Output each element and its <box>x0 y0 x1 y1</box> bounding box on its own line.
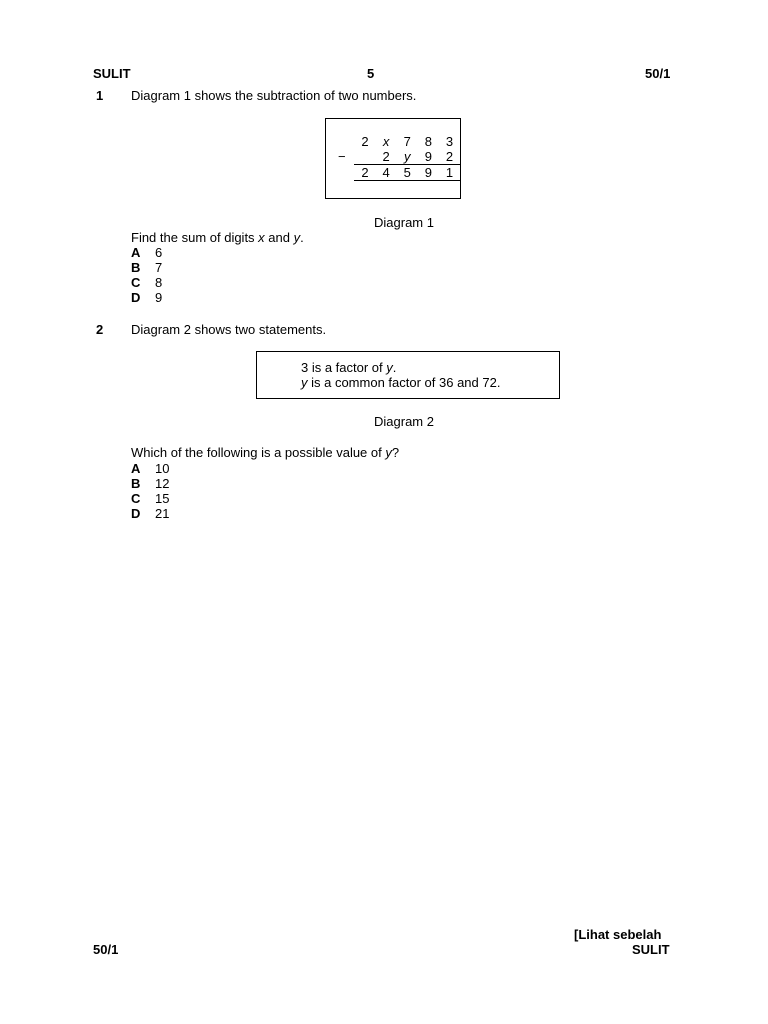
subtrahend-digit: 9 <box>424 149 432 164</box>
diagram-1-box <box>325 118 461 199</box>
question-2-prompt: Which of the following is a possible value of y? <box>131 445 400 460</box>
option-a: A 10 <box>131 461 170 476</box>
option-c: C 8 <box>131 275 163 290</box>
subtrahend-digit: 2 <box>445 149 454 164</box>
diagram-2-box <box>256 351 560 399</box>
question-1-intro: Diagram 1 shows the subtraction of two numbers. <box>131 88 417 103</box>
subtrahend-digit <box>354 149 375 165</box>
question-1-prompt: Find the sum of digits x and y. <box>131 230 304 245</box>
question-2-number: 2 <box>96 322 104 337</box>
minuend-digit: 2 <box>361 134 369 149</box>
footer-paper-code: 50/1 <box>93 942 119 957</box>
option-b: B 7 <box>131 260 163 275</box>
minuend-digit: 7 <box>403 134 411 149</box>
header-sulit: SULIT <box>93 66 131 81</box>
diagram-2-caption: Diagram 2 <box>374 414 434 429</box>
option-a: A 6 <box>131 245 163 260</box>
diagram-1-caption: Diagram 1 <box>374 215 434 230</box>
minuend-digit: 3 <box>445 134 454 149</box>
footer-sulit: SULIT <box>632 942 670 957</box>
subtrahend-row <box>338 149 460 165</box>
option-d: D 9 <box>131 290 163 305</box>
minuend-digit: 8 <box>424 134 432 149</box>
subtrahend-digit: 2 <box>382 149 390 164</box>
question-1-number: 1 <box>96 88 104 103</box>
statement-2: y is a common factor of 36 and 72. <box>301 375 501 390</box>
minus-sign: − <box>338 149 346 165</box>
statement-1: 3 is a factor of y. <box>301 360 397 375</box>
question-2-intro: Diagram 2 shows two statements. <box>131 322 327 337</box>
result-digit: 1 <box>439 165 460 181</box>
paper-code: 50/1 <box>645 66 671 81</box>
option-b: B 12 <box>131 476 170 491</box>
page-number: 5 <box>367 66 375 81</box>
subtraction-table <box>338 134 460 181</box>
result-digit: 2 <box>354 165 375 181</box>
minuend-row <box>338 134 460 149</box>
subtrahend-digit: y <box>403 149 411 164</box>
result-digit: 9 <box>418 165 439 181</box>
minuend-digit: x <box>382 134 390 149</box>
result-digit: 5 <box>397 165 418 181</box>
option-c: C 15 <box>131 491 170 506</box>
result-row <box>338 165 460 181</box>
footer-next-page: [Lihat sebelah <box>574 927 662 942</box>
option-d: D 21 <box>131 506 170 521</box>
result-digit: 4 <box>376 165 397 181</box>
